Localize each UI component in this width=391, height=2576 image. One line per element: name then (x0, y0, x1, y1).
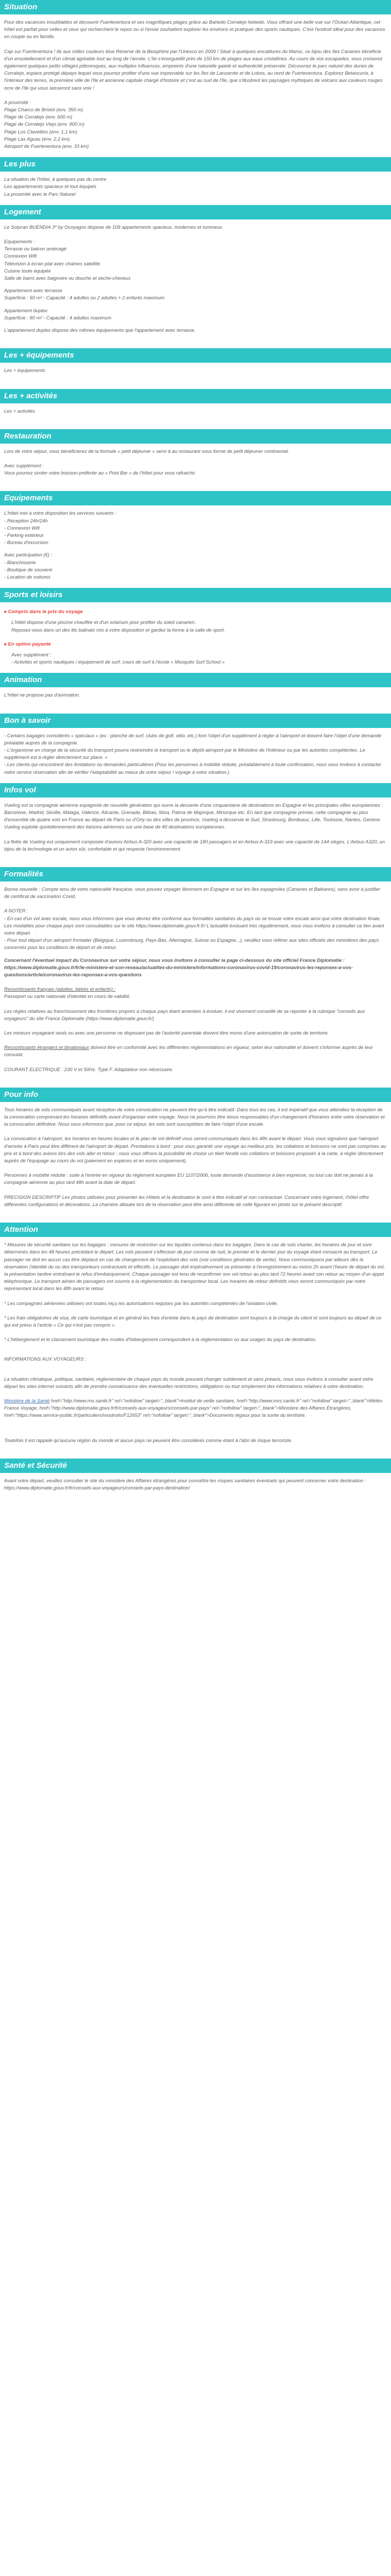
sante-paragraph-1: Avant votre départ, veuillez consulter le site du ministère des Affaires étrangères pour connaître les risques sanitaires éventuels qui peuvent concerner votre destination : https://www.diplomatie.gouv.fr/fr/conseils-aux-voyageurs/conseils-par-pays-destination/ (4, 1477, 366, 1490)
attention-paragraph-1: * Mesures de sécurité sanitaire sur les bagages : mesures de restriction sur les liquides contenus dans les bagages. Dans le cas de vols charter, les horaires de jour et sont déterminés dans les 48 heures précédant le départ. Les vols peuvent s'effectuer de jour comme de nuit, le premier et le dernier jour du voyage étant consacré au transport. Le passager ne doit en aucun cas être déplacé en cas de changement de l'exploitant des vols (voir conditions générales de vente). Nous communiquons par ailleurs dès la réservation l'identité du ou des transporteurs contractuels et effectifs. Le passager doit impérativement se présenter à l'enregistrement au moins 2h avant l'heure de départ du vol, la présentation tardive entraînant le refus d'embarquement. Chaque passager est tenu de reconfirmer son vol retour au plus tard 72 heures avant son retour au moyen d'un appel téléphonique. Le transport aérien de passagers est soumis à la réglementation du transporteur local. Les horaires de retour définitifs vous seront communiqués par notre représentant local dans les 48h avant le retour. (4, 1242, 385, 1292)
section-les-activites (0, 403, 391, 429)
section-formalites (0, 882, 391, 1088)
list-item: - Blanchisserie (4, 559, 36, 565)
restauration-paragraph-1: Lors de votre séjour, vous bénéficierez de la formule « petit déjeuner » servi à au restaurant sous forme de petit déjeuner continental. (4, 448, 289, 454)
section-attention (0, 1237, 391, 1459)
les-equipements-text: Les + équipements (4, 367, 45, 374)
list-item: - En cas d'un vol avec escale, nous vous informons que vous devrez être conforme aux formalités sanitaires du pays où se trouve votre escale ainsi que votre destination finale. (4, 915, 381, 921)
section-title-attention: Attention (0, 1223, 391, 1237)
attention-links-text: href="http://www.rns.santé.fr" rel="nofollow" target="_blank">Institut de veille sanitaire, href="http://www.invs.santé.fr" rel="nofollow" target="_blank">Météo France Voyage, href="http://www.diplomatie.gouv.fr/fr/conseils-aux-voyageurs/conseils-par-pays" rel="nofollow" target="_blank">Ministère des Affaires Étrangères, href="https://www.service-public.fr/particuliers/vosdroits/F12653" rel="nofollow" target="_blank">Documents légaux pour la sortie du territoire. (4, 1397, 383, 1418)
attention-links (4, 1397, 387, 1419)
list-item: Terrasse ou balcon aménagé (4, 246, 67, 252)
list-item: - Les clients qui rencontrent des limitations ou demandes particulières (Pour les personnes à mobilité réduite, préalablement à toute confirmation, nous vous invitons à contacter notre service réservation afin de vérifier l'adaptabilité au mieux de votre séjour / voyage à votre situation.) (4, 761, 382, 775)
list-item: Les modalités pour chaque pays sont consultables sur le site https://www.diplomatie.gouv.fr.fr/ L'actualité évoluant très régulièrement, nous vous invitons à consulter ce lien avant votre départ. (4, 922, 384, 936)
section-title-les-plus: Les plus (0, 157, 391, 172)
section-logement (0, 219, 391, 348)
list-item: Plage de Corralejo (env. 600 m) (4, 114, 73, 120)
ministere-sante-link[interactable]: Ministère de la Santé (4, 1397, 50, 1403)
list-item: - Certains bagages considérés « spéciaux » (ex : planche de surf, clubs de golf, vélo, etc.) font l'objet d'un supplément à régler à l'aéroport et doivent faire l'objet d'une demande préalable auprès de la compagnie. (4, 732, 382, 745)
list-item: Connexion Wifi (4, 253, 37, 259)
sports-subtitle-option: ▸ En option payante (4, 641, 387, 648)
list-item: - L'organisme en charge de la sécurité du transport pourra restreindre le transport ou le dépôt aéroport par le Ministère de l'Intérieur ou par les autorités compétentes. Le supplément est à régler directement sur place. » (4, 747, 365, 760)
list-item: Appartement avec terrasse (4, 287, 62, 294)
section-title-sante: Santé et Sécurité (0, 1459, 391, 1473)
pour-info-paragraph-2: La convocation à l'aéroport, les horaires en heures locales et le plan de vol définitif vous seront communiqués dans les 48h avant le départ. Vous vous signalons que l'aéroport d'arrivée à Paris peut être différent de l'aéroport de départ. Prestations à bord : pour vous garantir une voyage au meilleur prix, les collations et boissons ne sont pas comprises au prix et à bord des avions lors des vols aller et retour ; nous vous offrons la possibilité de choisir un tiket Nestlé vos collations et boissons proposés à la carte, à régler directement auprès de l'équipage au cours du vol (paiement en espèces et en euros uniquement). (4, 1136, 386, 1164)
list-item: Plage de Corralejo Viejo (env. 900 m) (4, 121, 85, 127)
formalites-foreign (4, 1044, 387, 1058)
section-title-formalites: Formalités (0, 867, 391, 882)
section-sports (0, 602, 391, 673)
list-item: L'hôtel met à votre disposition les services suivants : (4, 510, 117, 516)
section-title-infos-vol: Infos vol (0, 783, 391, 798)
section-les-equipements (0, 363, 391, 388)
logement-note: L'appartement duplex dispose des mêmes équipements que l'appartement avec terrasse. (4, 327, 196, 333)
paid-services-list (4, 551, 387, 581)
formalites-paragraph-1: Bonne nouvelle : Compte tenu de votre nationalité française, vous pouvez voyager librement en Espagne et sur les îles espagnoles (Canaries et Baléares), sans avoir à justifier de certificat de vaccination Covid. (4, 886, 381, 900)
section-title-equipements: Equipements (0, 491, 391, 505)
appartement-terrasse (4, 287, 387, 301)
situation-paragraph-2: Cap sur Fuerteventura ! Ile aux milles couleurs élue Réserve de la Biosphère par l'Unesco en 2009 ! Situé à quelques encablures du Maroc, ce bijou des îles Canaries bénéficie d'un ensoleillement et d'un climat agréable tout au long de l'année. L'île s'enorgueillit près de 150 km de plages aux eaux cristallines. Au cours de vos escapades, vous croiserez également quelques petits villages pittoresques, aux multiples influences, empreints d'une naturelle gaieté et authenticité préservée. Découvrez le parc naturel des dunes de Corralejo, espace protégé dépays lequel vous pourrez profiter d'une vue imprenable sur les îles de Lanzarote et de Lobos, au nord de Fuerteventura. Explorez Betancuria, à l'intérieur des terres, la première ville de l'île et ancienne capitale chargé d'histoire et c'est au sud de l'île, que s'illustrent les paysages mythiques de volcans aux couleurs rouges ocre de l'île qui vous laisseront sans voix ! (4, 48, 383, 91)
section-pour-info (0, 1102, 391, 1223)
list-item: Superficie : 80 m² - Capacité : 4 adultes maximum (4, 314, 111, 320)
list-item: Plage Los Clavelitos (env. 1,1 km) (4, 128, 77, 134)
sports-subtitle-included: ▸ Compris dans le prix du voyage (4, 608, 387, 616)
services-list (4, 510, 387, 546)
formalites-paragraph-5: Les règles relatives au franchissement des frontières propres à chaque pays étant amenées à évoluer, il est vivement conseillé de se reporter à la rubrique "conseils aux voyageurs" du site France Diplomatie (https://www.diplomatie.gouv.fr/) (4, 1008, 365, 1021)
list-item: - Bureau d'excursion (4, 539, 48, 546)
restauration-paragraph-3: Vous pourrez siroter votre boisson préférée au « Pool Bar » de l'hôtel pour vous rafraichir. (4, 470, 197, 476)
attention-paragraph-6: La situation climatique, politique, sanitaire, réglementaire de chaque pays du monde pouvant changer subitement et sans préavis, nous vous invitons à consulter avant votre départ les sites internet suivants afin de prendre connaissance des éventuelles restrictions, obligations ou tout simplement des informations relatives à votre destination. (4, 1376, 373, 1389)
list-item: Plage Las Aguas (env. 2,2 km) (4, 135, 70, 142)
list-item: Avec participation (€) : (4, 552, 53, 558)
list-item: Aéroport de Fuerteventura (env. 33 km) (4, 143, 89, 149)
formalites-french-title: Ressortissants français (adultes, bébés et enfants) : (4, 986, 116, 992)
section-equipements (0, 505, 391, 588)
list-item: A NOTER : (4, 908, 28, 914)
list-item: Appartement duplex (4, 307, 47, 313)
appartement-duplex (4, 307, 387, 321)
formalites-electricity: COURANT ELECTRIQUE : 230 V et 50Hz. Type F. Adaptateur non nécessaire. (4, 1066, 174, 1072)
section-bon-a-savoir (0, 728, 391, 783)
sports-option-list (11, 651, 387, 666)
section-title-les-activites: Les + activités (0, 389, 391, 403)
section-title-bon-a-savoir: Bon à savoir (0, 714, 391, 728)
attention-paragraph-4: * L'hébergement et le classement touristique des modes d'hébergement correspondent à la réglementation ou aux usages du pays de destination. (4, 1336, 317, 1343)
pour-info-paragraph-3: Personnes à mobilité réduite : suite à l'entrée en vigueur du règlement européen EU 1107/2006, toute demande d'assistance à bien expresse, ou tout cas doit ne jamais à la compagnie aérienne au plus tard 48h avant la date de départ. (4, 1172, 373, 1185)
list-item: - Parking extérieur (4, 532, 44, 538)
section-infos-vol (0, 798, 391, 867)
logement-intro: Le Solycan BUENDIA 3* by Ocoyagos dispose de 109 appartements spacieux, modernes et lumineux. (4, 224, 223, 230)
list-item: - Connexion Wifi (4, 524, 40, 531)
section-les-plus (0, 172, 391, 205)
section-title-logement: Logement (0, 205, 391, 219)
section-title-situation: Situation (0, 0, 391, 14)
infos-vol-paragraph-2: La flotte de Vueling est uniquement composée d'avions Airbus A-320 avec une capacité de 180 passagers et en Airbus A-319 avec une capacité de 144 sièges. L'Airbus A320, un bijou de la technologie et un avion sûr, confortable et qui respecte l'environnement. (4, 838, 385, 852)
logement-equipment-list (4, 238, 387, 282)
section-restauration (0, 444, 391, 492)
list-item: Cuisine toute équipée (4, 267, 51, 274)
list-item: - Pour tout départ d'un aéroport frontalier (Belgique, Luxembourg, Pays-Bas, Allemagne, Suisse ou Espagne...), veuillez vous référer aux sites officiels des ministères des pays concernés pour les conditions de départ et de retour. (4, 937, 379, 951)
list-item: La proximité avec le Parc Naturel (4, 191, 76, 197)
situation-paragraph-1: Pour des vacances inoubliables et découvrir Fuerteventura et ses magnifiques plages grâce au Bahedo Corralejo hebedo. Vous offrant une belle vue sur l'Océan Atlantique, cet hôtel est parfait pour celles et ceux qui recherchent le repos ou si l'envie souhaitent explorer les environs et pratiquer des sports nautiques. C'est l'endroit idéal pour des vacances en couple ou en famille. (4, 19, 385, 40)
list-item: L'hôtel dispose d'une piscine chauffée et d'un solarium pour profiter du soleil canarien. (11, 619, 196, 625)
formalites-foreign-title: Ressortissants étrangers et binationaux (4, 1044, 89, 1050)
list-item: - Location de voitures (4, 573, 51, 580)
attention-paragraph-8: Toutefois il est rappelé qu'aucune région du monde et aucun pays ne peuvent être considérés comme étant à l'abri de risque terroriste. (4, 1437, 292, 1443)
pour-info-paragraph-4: PRECISION DESCRIPTIF Les photos utilisées pour présenter les Hôtels et la destination le sont à titre indicatif et non contractuel. Concernant votre logement, l'hôtel offre différentes configurations et décorations. La chambre allouée lors de la réservation peut être ainsi différente de celle figurant en photo sur le présent descriptif. (4, 1194, 369, 1207)
list-item: A proximité : (4, 99, 31, 105)
les-activites-text: Les + activités (4, 408, 35, 414)
section-title-sports: Sports et loisirs (0, 588, 391, 602)
formalites-note-list (4, 907, 387, 951)
list-item: Les appartements spacieux et tout équipés (4, 183, 96, 190)
section-situation (0, 14, 391, 157)
list-item: - Boutique de souvenir (4, 566, 53, 572)
list-item: La situation de l'hôtel, à quelques pas du centre (4, 176, 107, 182)
list-item: Reposez-vous dans un des lits balinais mis à votre disposition et gardez la forme à la salle de sport. (11, 626, 225, 633)
section-sante (0, 1473, 391, 1506)
formalites-paragraph-6: Les mineurs voyageant seuls ou avec une personne ne disposant pas de l'autorité parentale doivent être munis d'une autorisation de sortie de territoire. (4, 1030, 329, 1036)
infos-vol-paragraph-1: Vueling est la compagnie aérienne espagnole de nouvelle génération qui ouvre la desserte d'une cinquantaine de destinations en Espagne et les principales villes européennes : Barcelone, Madrid, Séville, Malaga, Valence, Alicante, Grenade, Bilbao, Ibiza, Palma de Majorque, Minorque etc. En tant que compagnie primée, cette compagnie au plus d'ensemble de quatre vols en France au départ de Paris ou d'Orly ou des villes de province, Vueling a desservie le Sud, Strasbourg, Bordeaux, Lille, Toulouse, Nantes, Genève. Vueling exploite quotidiennement des liaisons aériennes sur une base de 40 destinations européennes. (4, 802, 383, 830)
section-title-les-equipements: Les + équipements (0, 348, 391, 363)
list-item: Avec supplément : (11, 651, 51, 657)
formalites-foreign-text: doivent être en conformité avec les différentes réglementations en vigueur, selon leur nationalité et doivent s'informer auprès de leur consulat. (4, 1044, 373, 1058)
formalites-coronavirus: Concernant l'éventuel impact du Coronavirus sur votre séjour, nous vous invitons à consulter la page ci-dessous du site officiel France Diplomatie : https://www.diplomatie.gouv.fr/fr/le-ministere-et-son-reseau/actualites-du-ministere/informations-coronavirus-covid-19/coronavirus-les-reponses-a-vos-questions/article/coronavirus-les-reponses-a-vos-questions (4, 957, 353, 978)
section-title-restauration: Restauration (0, 429, 391, 444)
section-animation (0, 687, 391, 713)
attention-info-voyageurs: INFORMATIONS AUX VOYAGEURS : (4, 1356, 87, 1362)
list-item: Superficie : 60 m² - Capacité : 4 adultes ou 2 adultes + 2 enfants maximum (4, 295, 165, 301)
list-item: - Activités et sports nautiques / équipement de surf, cours de surf à l'école « Mosquito Surf School » (11, 659, 225, 665)
attention-paragraph-2: * Les compagnies aériennes utilisées ont toutes reçu les autorisations requises par les autorités compétentes de l'aviation civile. (4, 1300, 279, 1306)
restauration-supplement-label: Avec supplément : (4, 462, 44, 468)
formalites-french-text: Passeport ou carte nationale d'identité en cours de validité. (4, 993, 131, 999)
sports-included-list (11, 619, 387, 633)
proximity-list (4, 99, 387, 150)
attention-paragraph-3: * Les frais obligatoires de visa, de carte touristique et en général les frais d'entrée dans le pays de destination sont toujours à la charge du client et sont toujours au départ de ce qui est prévu à l'article « Ce qui n'est pas compris ». (4, 1314, 382, 1328)
animation-text: L'hôtel ne propose pas d'animation. (4, 692, 80, 698)
list-item: Salle de bains avec baignoire ou douche et sèche-cheveux (4, 275, 131, 281)
list-item: Télévision à écran plat avec chaînes satellite (4, 260, 101, 266)
pour-info-paragraph-1: Tous horaires de vols communiqués avant réception de votre convocation ne peuvent être qu'à titre indicatif. Dans tous les cas, il est impératif que vous attendiez la réception de la convocation comprenant les horaires définitifs avant d'organiser votre voyage. Nous ne pourrons être tenus responsables d'un changement d'horaires entre votre réservation et la convocation définitive. Nous vous informons que, pour ce séjour, les vols sont susceptibles de faire l'objet d'une escale. (4, 1106, 385, 1127)
section-title-animation: Animation (0, 673, 391, 687)
section-title-pour-info: Pour info (0, 1088, 391, 1102)
list-item: Plage Charco de Bristol (env. 350 m) (4, 107, 84, 113)
list-item: Equipements : (4, 239, 35, 245)
list-item: - Réception 24h/24h (4, 517, 48, 523)
